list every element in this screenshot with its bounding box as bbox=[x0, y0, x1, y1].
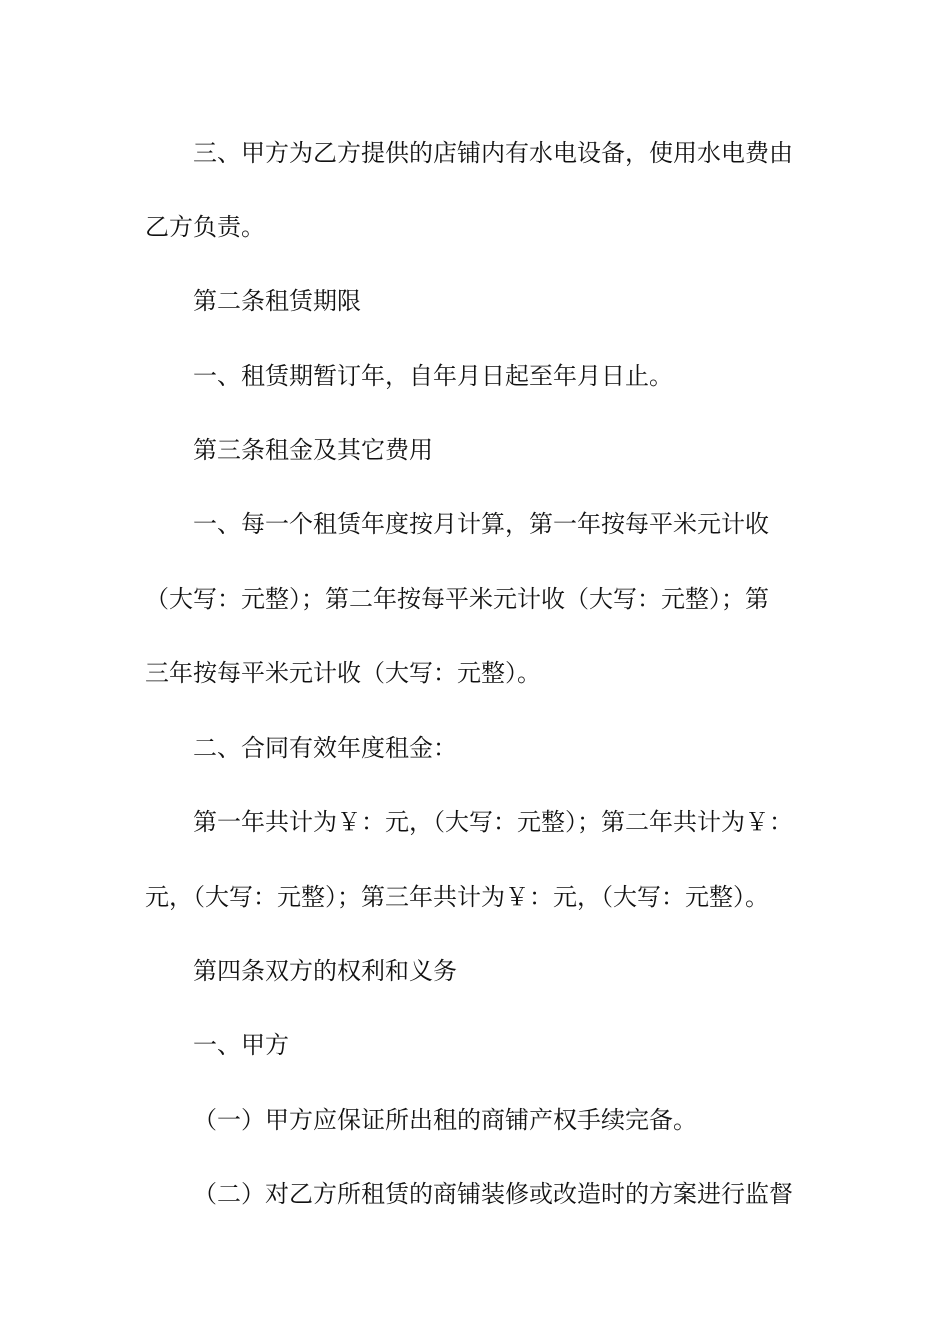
paragraph-lease-term: 一、租赁期暂订年，自年月日起至年月日止。 bbox=[193, 362, 673, 390]
paragraph-annual-totals-cont: 元，（大写：元整）；第三年共计为￥：元，（大写：元整）。 bbox=[145, 883, 769, 911]
heading-party-a: 一、甲方 bbox=[193, 1031, 289, 1059]
paragraph-rent-calc: 一、每一个租赁年度按月计算，第一年按每平米元计收 bbox=[193, 510, 769, 538]
heading-article-2: 第二条租赁期限 bbox=[193, 287, 361, 315]
heading-annual-rent: 二、合同有效年度租金： bbox=[193, 734, 457, 762]
heading-article-4: 第四条双方的权利和义务 bbox=[193, 957, 457, 985]
paragraph-utilities: 三、甲方为乙方提供的店铺内有水电设备，使用水电费由 bbox=[193, 139, 793, 167]
paragraph-rent-calc-cont-2: 三年按每平米元计收（大写：元整）。 bbox=[145, 659, 541, 687]
paragraph-utilities-cont: 乙方负责。 bbox=[145, 213, 265, 241]
paragraph-party-a-item-1: （一）甲方应保证所出租的商铺产权手续完备。 bbox=[193, 1106, 697, 1134]
paragraph-annual-totals: 第一年共计为￥：元，（大写：元整）；第二年共计为￥： bbox=[193, 808, 793, 836]
paragraph-party-a-item-2: （二）对乙方所租赁的商铺装修或改造时的方案进行监督 bbox=[193, 1180, 793, 1208]
heading-article-3: 第三条租金及其它费用 bbox=[193, 436, 433, 464]
paragraph-rent-calc-cont-1: （大写：元整）；第二年按每平米元计收（大写：元整）；第 bbox=[145, 585, 769, 613]
